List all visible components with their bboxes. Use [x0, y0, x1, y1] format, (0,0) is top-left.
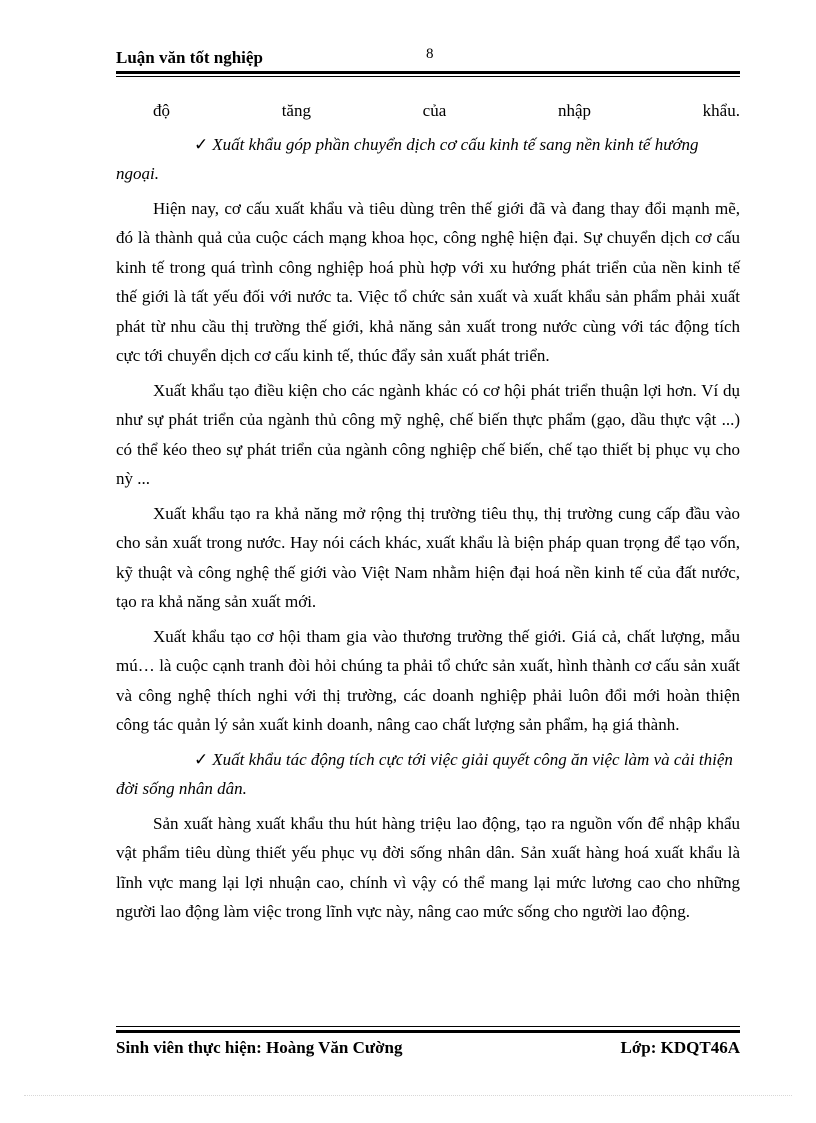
- word: tăng: [281, 101, 311, 120]
- page-bottom-border: [24, 1095, 792, 1096]
- paragraph: Xuất khẩu tạo cơ hội tham gia vào thương trường thế giới. Giá cả, chất lượng, mẫu mú… là cuộc cạnh tranh đòi hỏi chúng ta phải tổ chức sản xuất, hình thành cơ cấu sản xuất và công nghệ thích nghi với thị trường, các doanh nghiệp phải luôn đổi mới hoàn thiện công tác quản lý sản xuất kinh doanh, nâng cao chất lượng sản phẩm, hạ giá thành.: [116, 626, 740, 734]
- continued-line: [116, 96, 740, 126]
- paragraph: Xuất khẩu tạo ra khả năng mở rộng thị trường tiêu thụ, thị trường cung cấp đầu vào cho sản xuất trong nước. Hay nói cách khác, xuất khẩu là biện pháp quan trọng để tạo vốn, kỹ thuật và công nghệ thế giới vào Việt Nam nhằm hiện đại hoá nền kinh tế của đất nước, tạo ra khả năng sản xuất mới.: [116, 503, 740, 611]
- footer-student: Sinh viên thực hiện: Hoàng Văn Cường: [116, 1038, 403, 1057]
- bullet-text: Xuất khẩu góp phần chuyển dịch cơ cấu kinh tế sang nền kinh tế hướng ngoại.: [116, 134, 699, 183]
- footer-class: Lớp: KDQT46A: [620, 1038, 740, 1057]
- checkmark-icon: ✓: [194, 749, 209, 769]
- header-rule-thin: [116, 76, 740, 77]
- word: độ: [153, 101, 170, 120]
- word: của: [422, 101, 447, 120]
- footer-rule-thick: [116, 1030, 740, 1033]
- paragraph: Xuất khẩu tạo điều kiện cho các ngành khác có cơ hội phát triển thuận lợi hơn. Ví dụ như sự phát triển của ngành thủ công mỹ nghệ, chế biến thực phẩm (gạo, dầu thực vật ...) có thể kéo theo sự phát triển của ngành công nghiệp chế biến, chế tạo thiết bị phục vụ cho nỳ ...: [116, 380, 740, 488]
- paragraph: Hiện nay, cơ cấu xuất khẩu và tiêu dùng trên thế giới đã và đang thay đổi mạnh mẽ, đó là thành quả của cuộc cách mạng khoa học, công nghệ hiện đại. Sự chuyển dịch cơ cấu kinh tế trong quá trình công nghiệp hoá phù hợp với xu hướng phát triển của nền kinh tế thế giới là tất yếu đối với nước ta. Việc tổ chức sản xuất và xuất khẩu sản phẩm phải xuất phát từ nhu cầu thị trường thế giới, khả năng sản xuất trong nước cùng với tác động tích cực tới chuyển dịch cơ cấu kinh tế, thúc đẩy sản xuất phát triển.: [116, 198, 740, 365]
- bullet-heading-1: [116, 130, 740, 189]
- header-rule-thick: [116, 71, 740, 74]
- paragraph: Sản xuất hàng xuất khẩu thu hút hàng triệu lao động, tạo ra nguồn vốn để nhập khẩu vật phẩm tiêu dùng thiết yếu phục vụ đời sống nhân dân. Sản xuất hàng hoá xuất khẩu là lĩnh vực mang lại lợi nhuận cao, chính vì vậy có thể mang lại mức lương cao cho những người lao động làm việc trong lĩnh vực này, nâng cao mức sống cho người lao động.: [116, 813, 740, 921]
- word: khẩu.: [702, 101, 740, 120]
- footer-rule-thin: [116, 1026, 740, 1027]
- checkmark-icon: ✓: [194, 134, 209, 154]
- page-number: 8: [426, 46, 434, 62]
- bullet-heading-2: [116, 745, 740, 804]
- page-body: [116, 96, 740, 932]
- word: nhập: [557, 101, 591, 120]
- bullet-text: Xuất khẩu tác động tích cực tới việc giải quyết công ăn việc làm và cải thiện đời sống nhân dân.: [116, 749, 733, 798]
- document-title: Luận văn tốt nghiệp: [116, 48, 263, 67]
